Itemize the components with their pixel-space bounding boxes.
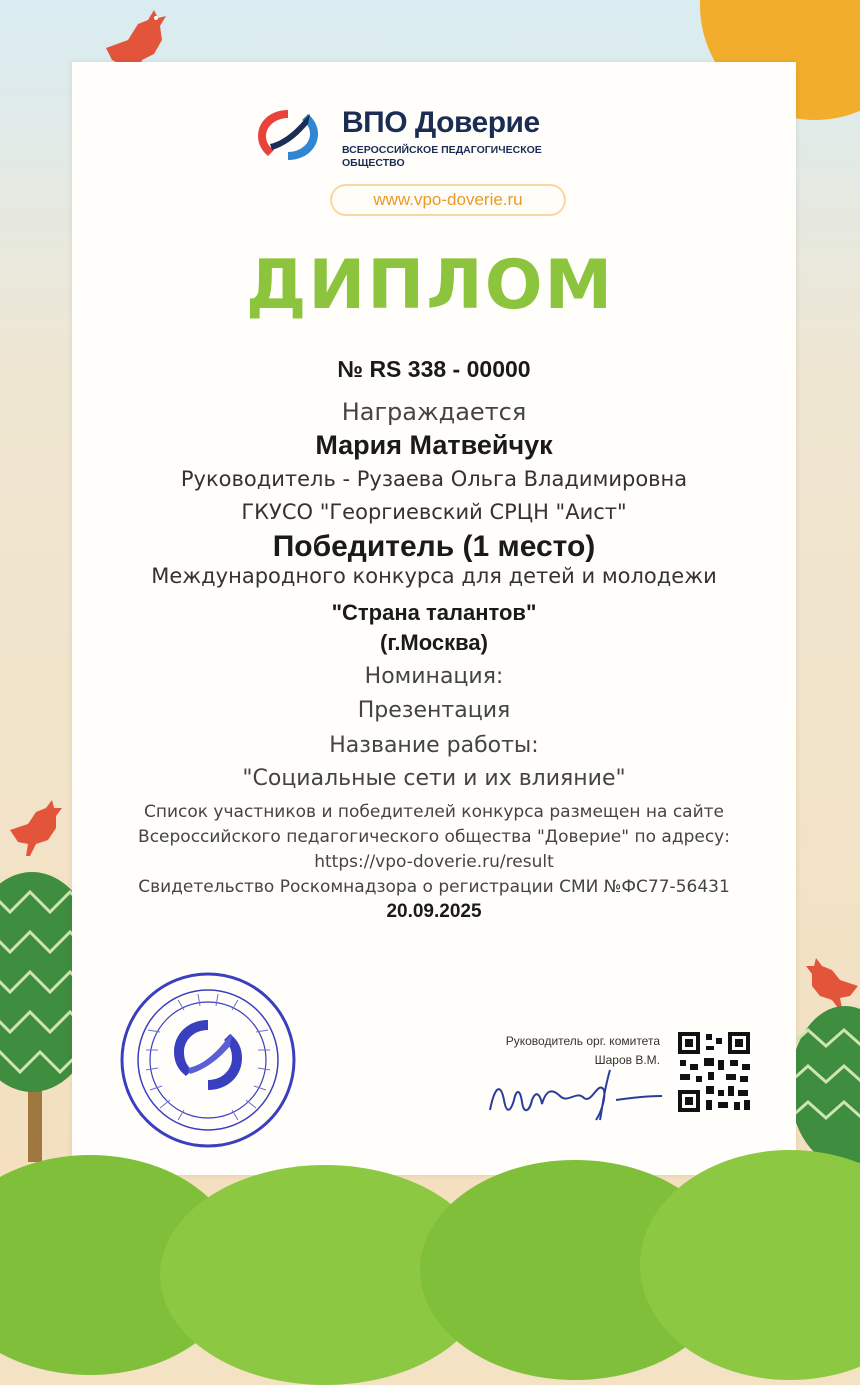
organization-name: ВПО Доверие [342, 106, 540, 139]
qr-code [676, 1030, 752, 1114]
participants-note: Список участников и победителей конкурса размещен на сайте [143, 802, 725, 822]
organization-subtitle-line: ОБЩЕСТВО [342, 157, 405, 169]
diploma-title: ДИПЛОМ [245, 246, 615, 325]
results-url: https://vpo-doverie.ru/result [314, 852, 554, 872]
contest-description: Международного конкурса для детей и молодежи [151, 564, 717, 588]
participants-note: Всероссийского педагогического общества "Доверие" по адресу: [138, 827, 730, 847]
nomination-value: Презентация [357, 698, 511, 723]
organization-logo [252, 104, 622, 174]
work-title-label: Название работы: [329, 733, 539, 758]
award-title: Победитель (1 место) [272, 530, 596, 563]
media-license: Свидетельство Роскомнадзора о регистрации СМИ №ФС77-56431 [138, 877, 730, 897]
work-title: "Социальные сети и их влияние" [242, 766, 626, 791]
handwritten-signature [480, 1060, 670, 1130]
seal-stamp [118, 970, 298, 1150]
recipient-name: Мария Матвейчук [315, 430, 553, 460]
signatory-role: Руководитель орг. комитета [505, 1034, 660, 1048]
signatory-name: Шаров В.М. [594, 1053, 660, 1067]
contest-city: (г.Москва) [380, 630, 488, 655]
vpo-logo-icon [252, 104, 324, 166]
institution: ГКУСО "Георгиевский СРЦН "Аист" [241, 500, 627, 524]
website-badge: www.vpo-doverie.ru [330, 184, 566, 216]
nomination-label: Номинация: [364, 664, 504, 689]
organization-subtitle-line: ВСЕРОССИЙСКОЕ ПЕДАГОГИЧЕСКОЕ [342, 144, 542, 156]
organization-subtitle [342, 144, 622, 170]
issue-date: 20.09.2025 [386, 901, 482, 922]
diploma-number: № RS 338 - 00000 [337, 356, 531, 382]
contest-name: "Страна талантов" [331, 600, 537, 625]
supervisor: Руководитель - Рузаева Ольга Владимировна [180, 467, 688, 491]
awarded-label: Награждается [341, 398, 527, 426]
